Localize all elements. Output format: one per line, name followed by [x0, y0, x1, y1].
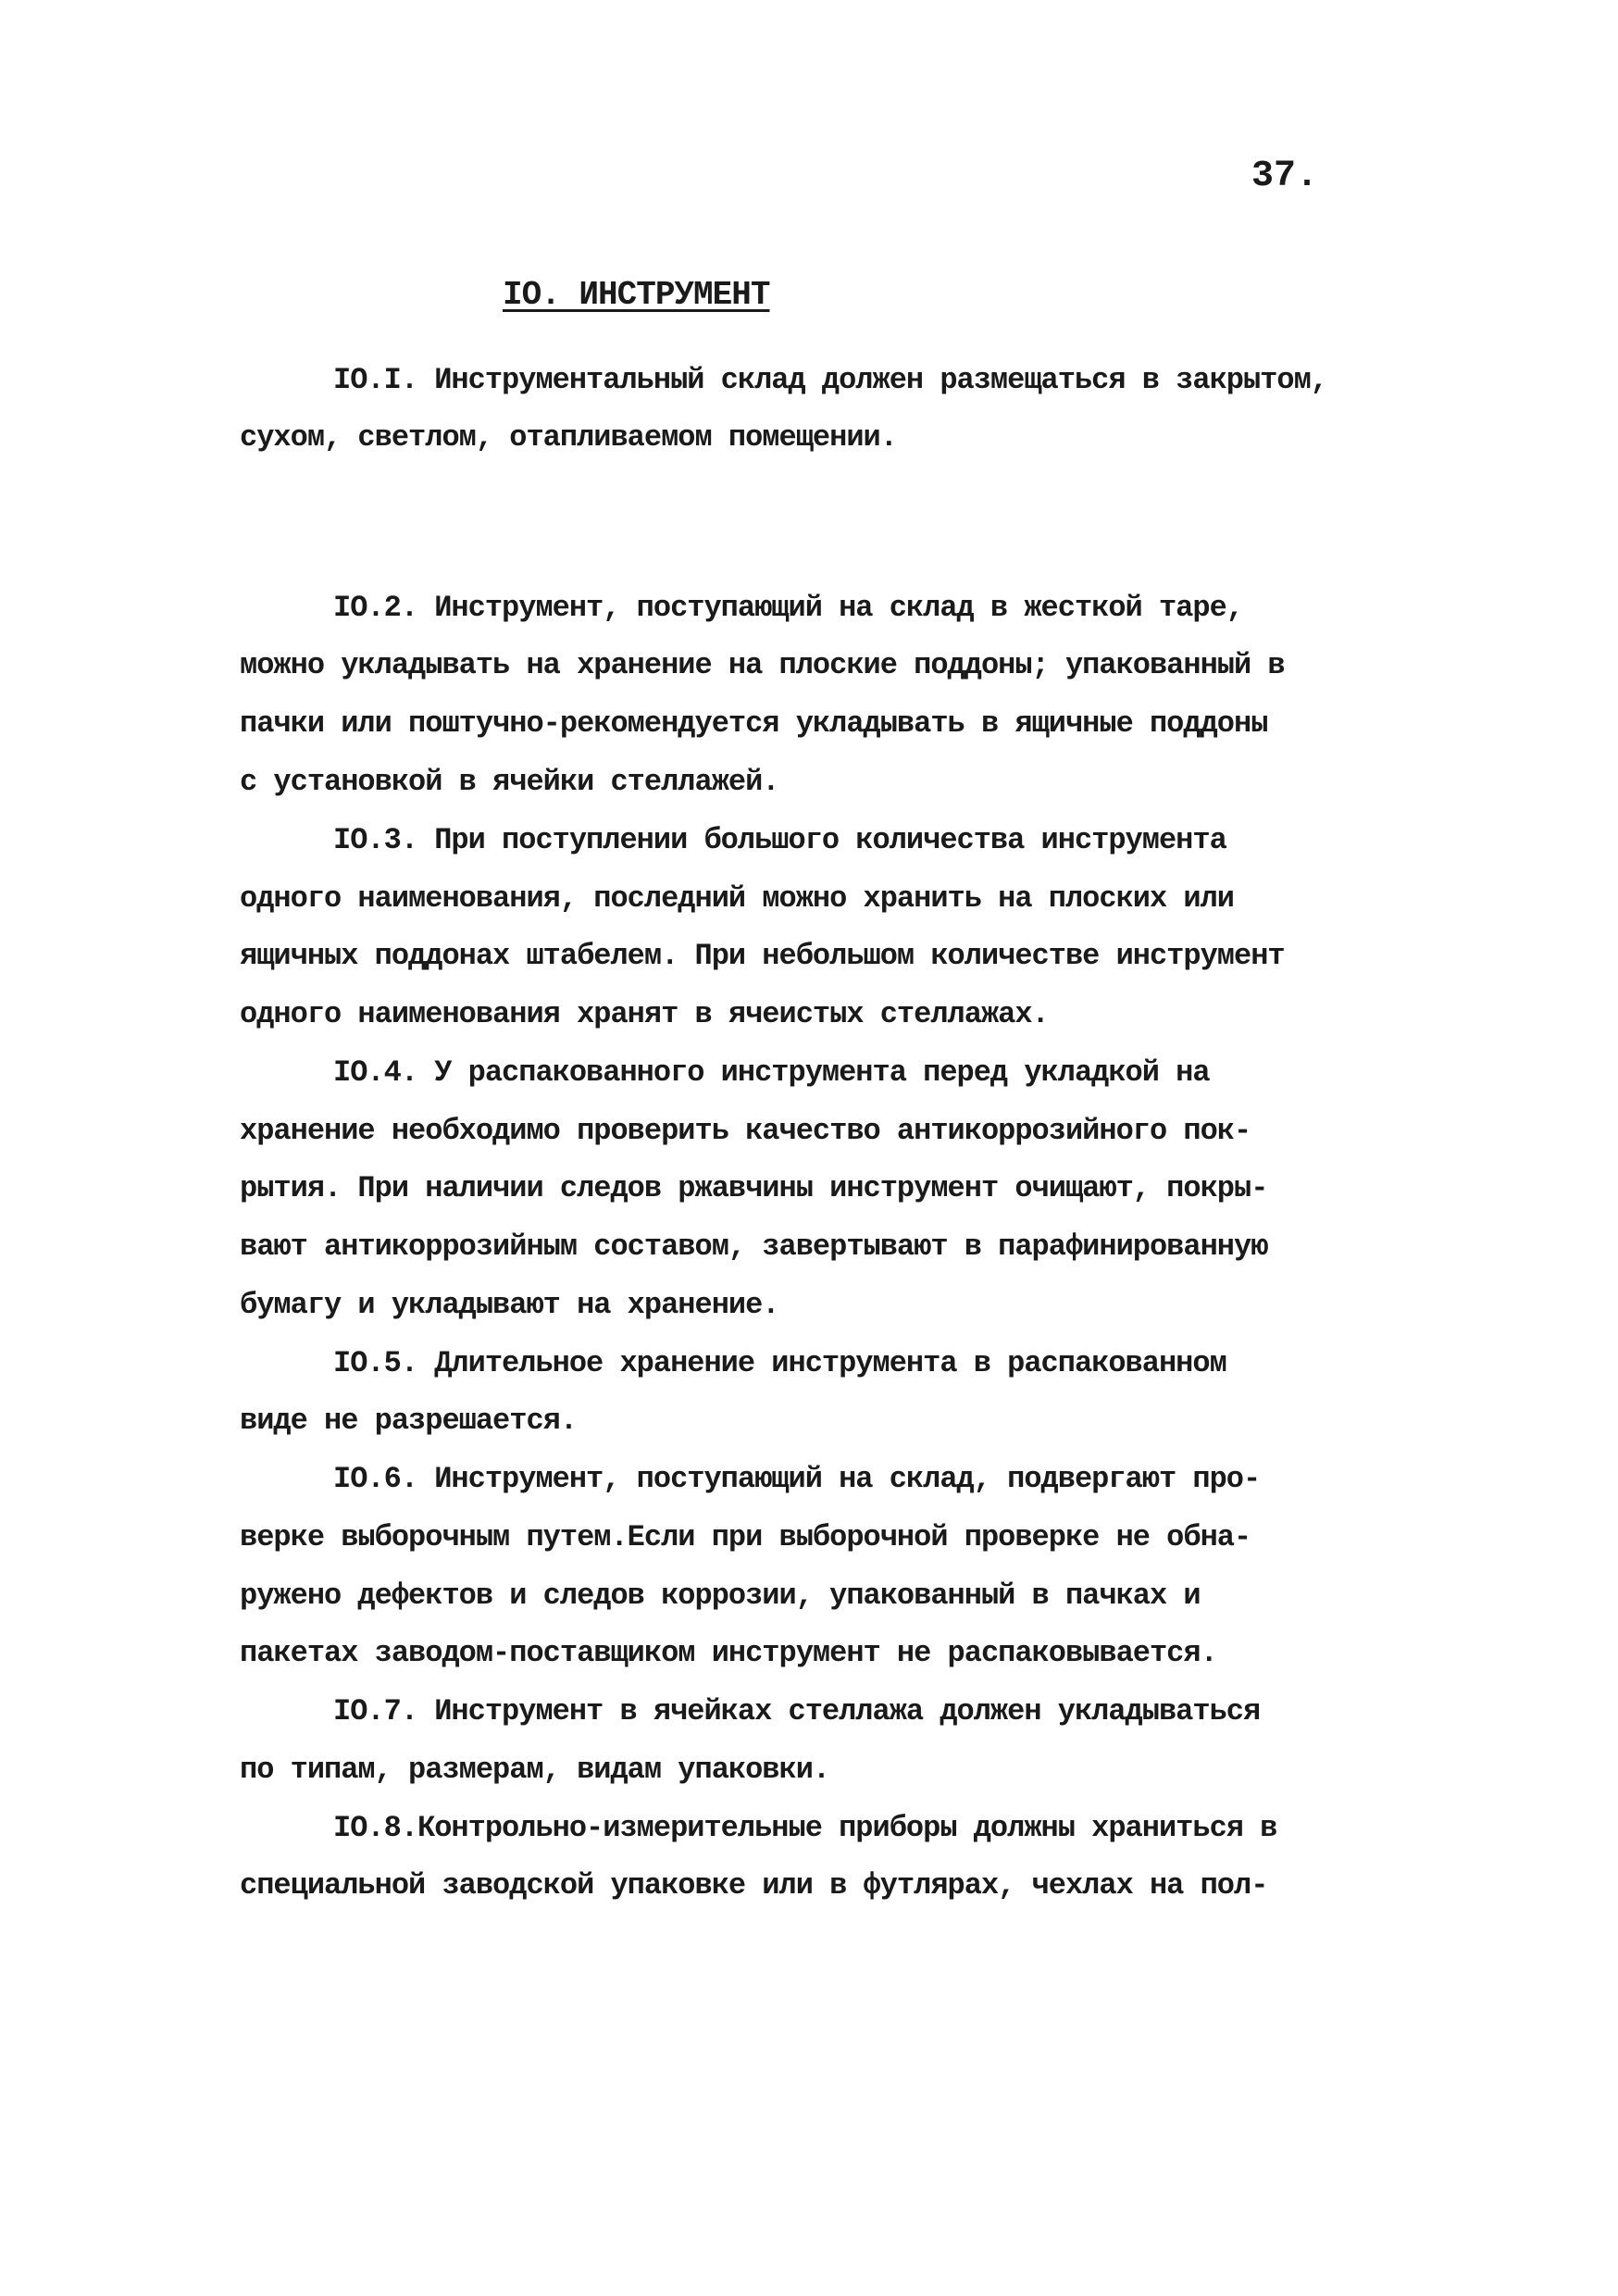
text-line: IO.I. Инструментальный склад должен размещаться в закрытом,	[333, 363, 1327, 397]
section-title: IO. ИНСТРУМЕНТ	[503, 276, 770, 314]
text-line: IO.8.Контрольно-измерительные приборы должны храниться в	[333, 1811, 1277, 1845]
text-line: хранение необходимо проверить качество антикоррозийного пок-	[240, 1114, 1251, 1148]
text-line: ружено дефектов и следов коррозии, упакованный в пачках и	[240, 1578, 1201, 1613]
text-line: IO.7. Инструмент в ячейках стеллажа должен укладываться	[333, 1694, 1261, 1728]
text-line: одного наименования, последний можно хранить на плоских или	[240, 881, 1234, 916]
text-line: пакетах заводом-поставщиком инструмент не распаковывается.	[240, 1636, 1217, 1670]
text-line: рытия. При наличии следов ржавчины инструмент очищают, покры-	[240, 1171, 1268, 1205]
text-line: бумагу и укладывают на хранение.	[240, 1288, 779, 1322]
text-line: верке выборочным путем.Если при выборочной проверке не обна-	[240, 1520, 1251, 1554]
text-line: специальной заводской упаковке или в футлярах, чехлах на пол-	[240, 1868, 1268, 1903]
text-line: сухом, светлом, отапливаемом помещении.	[240, 420, 897, 455]
text-line: одного наименования хранят в ячеистых стеллажах.	[240, 997, 1049, 1031]
text-line: IO.3. При поступлении большого количества инструмента	[333, 823, 1226, 857]
text-line: IO.6. Инструмент, поступающий на склад, подвергают про-	[333, 1462, 1261, 1496]
text-line: вают антикоррозийным составом, завертывают в парафинированную	[240, 1229, 1268, 1264]
page-number: 37.	[1251, 156, 1319, 197]
text-line: пачки или поштучно-рекомендуется укладывать в ящичные поддоны	[240, 706, 1268, 741]
text-line: IO.2. Инструмент, поступающий на склад в жесткой таре,	[333, 591, 1243, 625]
text-line: с установкой в ячейки стеллажей.	[240, 765, 779, 799]
text-line: виде не разрешается.	[240, 1404, 578, 1438]
text-line: IO.4. У распакованного инструмента перед укладкой на	[333, 1055, 1210, 1090]
text-line: по типам, размерам, видам упаковки.	[240, 1753, 830, 1787]
text-line: ящичных поддонах штабелем. При небольшом количестве инструмент	[240, 939, 1285, 973]
text-line: IO.5. Длительное хранение инструмента в распакованном	[333, 1346, 1226, 1380]
text-line: можно укладывать на хранение на плоские поддоны; упакованный в	[240, 648, 1285, 682]
